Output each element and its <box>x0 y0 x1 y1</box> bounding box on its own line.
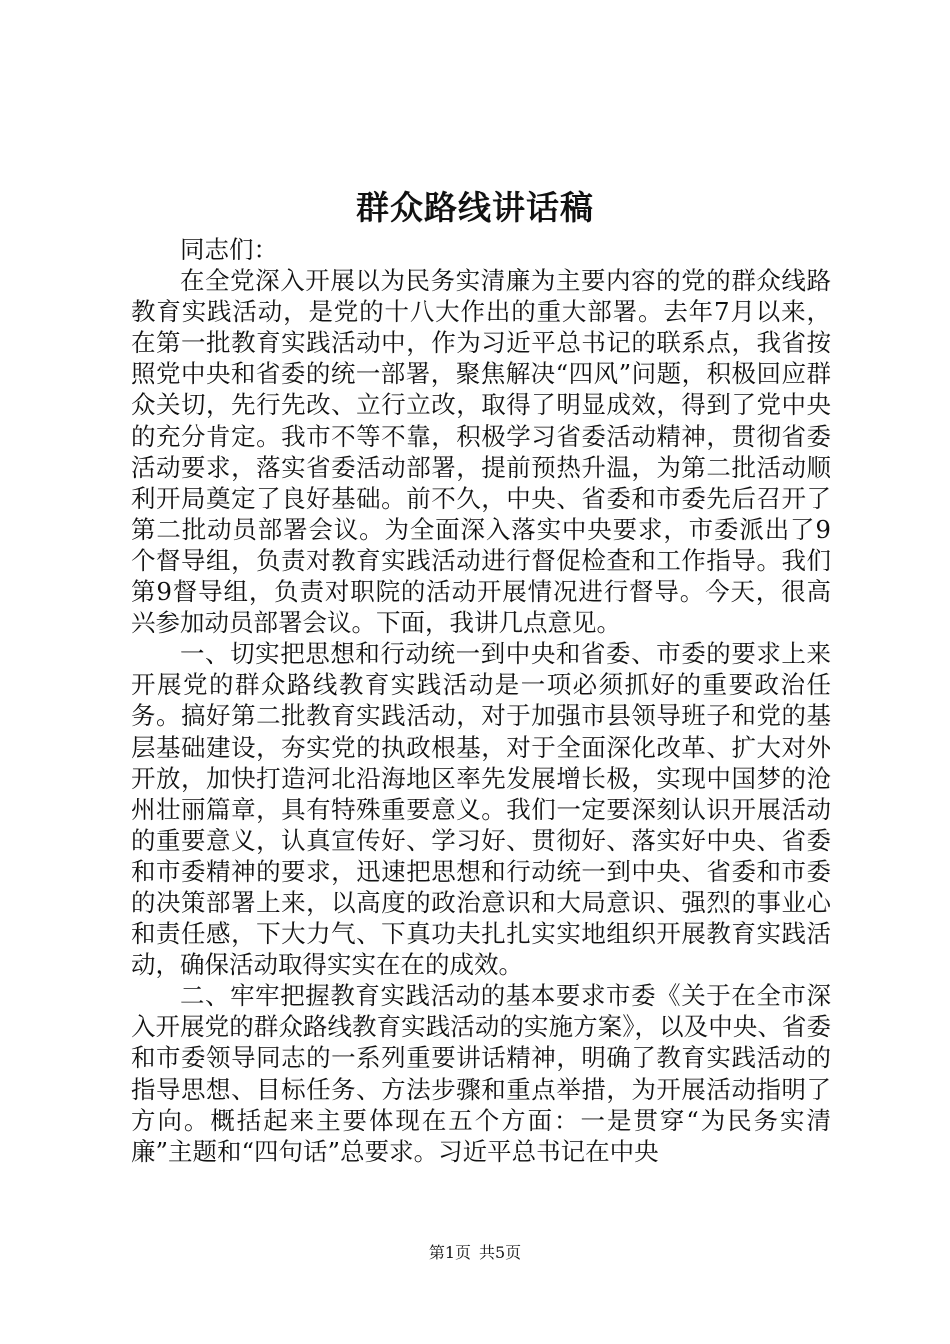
document-title: 群众路线讲话稿 <box>356 188 594 227</box>
page-number: 第1页 <box>428 1243 471 1262</box>
document-body <box>131 234 831 1167</box>
section-two-paragraph: 二、牢牢把握教育实践活动的基本要求市委《关于在全市深入开展党的群众路线教育实践活动的实施方案》，以及中央、省委和市委领导同志的一系列重要讲话精神，明确了教育实践活动的指导思想、目标任务、方法步骤和重点举措，为开展活动指明了方向。概括起来主要体现在五个方面：一是贯穿“为民务实清廉”主题和“四句话”总要求。习近平总书记在中央 <box>131 981 831 1166</box>
salutation-paragraph: 同志们： <box>180 235 278 264</box>
section-one-paragraph: 一、切实把思想和行动统一到中央和省委、市委的要求上来开展党的群众路线教育实践活动是一项必须抓好的重要政治任务。搞好第二批教育实践活动，对于加强市县领导班子和党的基层基础建设，夯实党的执政根基，对于全面深化改革、扩大对外开放，加快打造河北沿海地区率先发展增长极，实现中国梦的沧州壮丽篇章，具有特殊重要意义。我们一定要深刻认识开展活动的重要意义，认真宣传好、学习好、贯彻好、落实好中央、省委和市委精神的要求，迅速把思想和行动统一到中央、省委和市委的决策部署上来，以高度的政治意识和大局意识、强烈的事业心和责任感，下大力气、下真功夫扎扎实实地组织开展教育实践活动，确保活动取得实实在在的成效。 <box>131 639 831 980</box>
intro-paragraph: 在全党深入开展以为民务实清廉为主要内容的党的群众线路教育实践活动，是党的十八大作出的重大部署。去年7月以来，在第一批教育实践活动中，作为习近平总书记的联系点，我省按照党中央和省委的统一部署，聚焦解决“四风”问题，积极回应群众关切，先行先改、立行立改，取得了明显成效，得到了党中央的充分肯定。我市不等不靠，积极学习省委活动精神，贯彻省委活动要求，落实省委活动部署，提前预热升温，为第二批活动顺利开局奠定了良好基础。前不久，中央、省委和市委先后召开了第二批动员部署会议。为全面深入落实中央要求，市委派出了9个督导组，负责对教育实践活动进行督促检查和工作指导。我们第9督导组，负责对职院的活动开展情况进行督导。今天，很高兴参加动员部署会议。下面，我讲几点意见。 <box>131 266 831 638</box>
page-footer <box>0 1242 950 1264</box>
page-total: 共5页 <box>479 1243 522 1262</box>
